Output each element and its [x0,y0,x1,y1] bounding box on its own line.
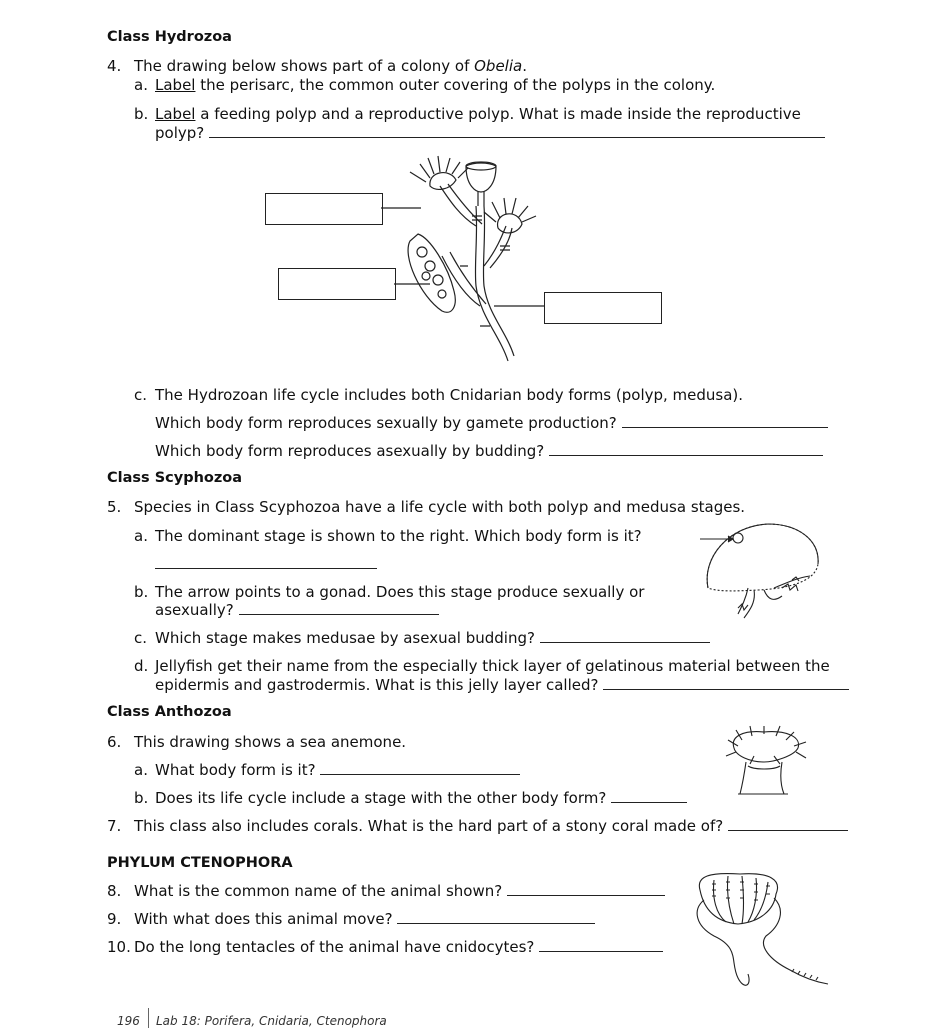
page-number: 196 [117,1014,140,1028]
question-4a-text: Label the perisarc, the common outer covering of the polyps in the colony. [155,76,716,94]
question-6b-text: Does its life cycle include a stage with the other body form? [155,789,687,807]
question-6a-letter: a. [134,761,148,779]
question-5d-letter: d. [134,657,149,675]
question-5c-text: Which stage makes medusae by asexual budding? [155,629,710,647]
comb-jelly-drawing [690,870,830,994]
label-line-3 [494,302,544,310]
footer-divider [148,1008,149,1028]
answer-blank-9[interactable] [397,922,595,924]
question-9-number: 9. [107,910,122,928]
answer-blank-6b[interactable] [611,801,687,803]
question-9-text: With what does this animal move? [134,910,595,928]
answer-blank-4c-1[interactable] [622,426,828,428]
answer-blank-7[interactable] [728,829,848,831]
question-5b-text-line2: asexually? [155,601,439,619]
obelia-colony-drawing [380,156,560,366]
jellyfish-medusa-drawing [698,518,828,622]
footer-lab-title: Lab 18: Porifera, Cnidaria, Ctenophora [156,1014,387,1028]
sea-anemone-drawing [724,726,808,800]
question-4b-letter: b. [134,105,149,123]
answer-blank-4c-2[interactable] [549,454,823,456]
question-8-number: 8. [107,882,122,900]
question-5c-letter: c. [134,629,148,647]
question-8-text: What is the common name of the animal shown? [134,882,665,900]
question-5b-text: The arrow points to a gonad. Does this stage produce sexually or [155,583,645,601]
label-box-1[interactable] [265,193,383,225]
section-heading-ctenophora: PHYLUM CTENOPHORA [107,855,293,871]
label-box-3[interactable] [544,292,662,324]
question-5d-text: Jellyfish get their name from the especially thick layer of gelatinous material between the [155,657,830,675]
label-box-2[interactable] [278,268,396,300]
question-6a-text: What body form is it? [155,761,520,779]
question-7-number: 7. [107,817,122,835]
answer-blank-5d[interactable] [603,688,849,690]
section-heading-scyphozoa: Class Scyphozoa [107,470,243,486]
question-4c-sub1: Which body form reproduces sexually by gamete production? [155,414,828,432]
question-7-text: This class also includes corals. What is the hard part of a stony coral made of? [134,817,848,835]
question-4-text: The drawing below shows part of a colony of Obelia. [134,57,527,75]
question-6b-letter: b. [134,789,149,807]
answer-blank-8[interactable] [507,894,665,896]
label-line-1 [381,204,421,212]
question-5d-text-line2: epidermis and gastrodermis. What is this jelly layer called? [155,676,849,694]
question-5a-letter: a. [134,527,148,545]
section-heading-hydrozoa: Class Hydrozoa [107,29,232,45]
question-4c-letter: c. [134,386,148,404]
question-10-text: Do the long tentacles of the animal have cnidocytes? [134,938,663,956]
answer-blank-5c[interactable] [540,641,710,643]
question-4c-sub2: Which body form reproduces asexually by budding? [155,442,823,460]
question-4-number: 4. [107,57,122,75]
section-heading-anthozoa: Class Anthozoa [107,704,232,720]
question-5a-text: The dominant stage is shown to the right. Which body form is it? [155,527,642,545]
question-10-number: 10. [107,938,131,956]
answer-blank-5a[interactable] [155,568,377,569]
label-line-2 [394,280,430,288]
answer-blank-4b[interactable] [209,136,825,138]
answer-blank-10[interactable] [539,950,663,952]
question-6-text: This drawing shows a sea anemone. [134,733,407,751]
question-6-number: 6. [107,733,122,751]
question-5b-letter: b. [134,583,149,601]
question-4b-text: Label a feeding polyp and a reproductive polyp. What is made inside the reproductive [155,105,801,123]
question-5-text: Species in Class Scyphozoa have a life cycle with both polyp and medusa stages. [134,498,746,516]
question-4c-text: The Hydrozoan life cycle includes both Cnidarian body forms (polyp, medusa). [155,386,744,404]
answer-blank-5b[interactable] [239,613,439,615]
answer-blank-6a[interactable] [320,773,520,775]
question-4b-text-line2: polyp? [155,124,825,142]
question-5-number: 5. [107,498,122,516]
question-4a-letter: a. [134,76,148,94]
